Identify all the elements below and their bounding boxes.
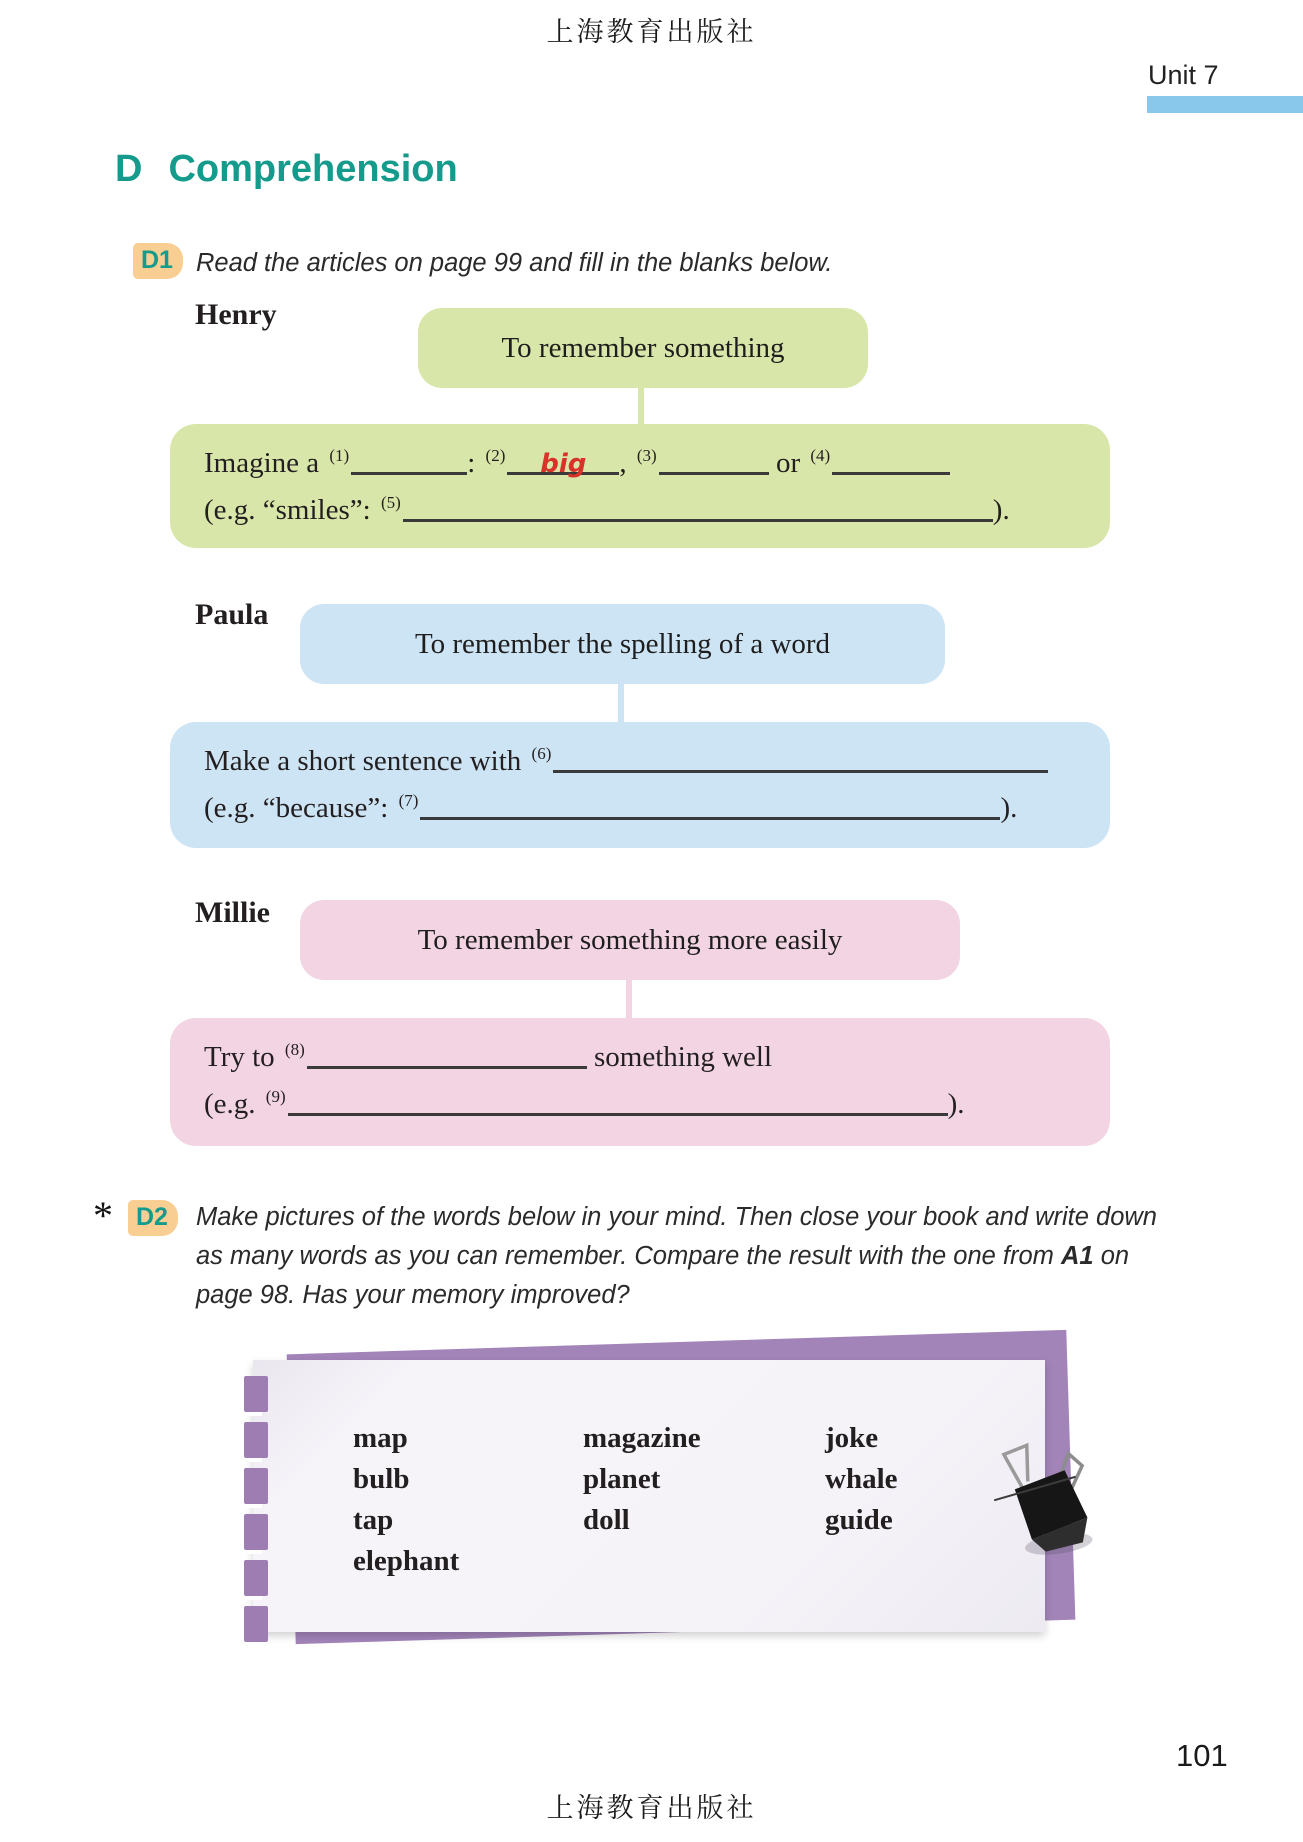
spiral-tab-icon <box>244 1468 268 1504</box>
exercise-d1-badge: D1 <box>133 243 183 279</box>
word-item: joke <box>825 1422 879 1454</box>
spiral-tab-icon <box>244 1606 268 1642</box>
spiral-tab-icon <box>244 1514 268 1550</box>
henry-content-box <box>170 424 1110 548</box>
d2-instruction: Make pictures of the words below in your mind. Then close your book and write down as many words as you can remember. Compare the result with the one from A1 on page 98. Has your memory improved? <box>196 1203 1157 1309</box>
d2-instruction-ref-a1: A1 <box>1061 1242 1094 1270</box>
blank-9 <box>288 1081 948 1116</box>
blank-number-8: (8) <box>284 1040 305 1060</box>
section-letter: D <box>115 148 143 190</box>
section-title: Comprehension <box>168 148 458 190</box>
blank-number-3: (3) <box>636 446 657 466</box>
word-item: map <box>353 1422 408 1454</box>
blank-number-6: (6) <box>531 744 552 764</box>
blank-number-1: (1) <box>329 446 350 466</box>
spiral-tab-icon <box>244 1376 268 1412</box>
word-item: elephant <box>353 1545 460 1577</box>
millie-title-box: To remember something more easily <box>300 900 960 980</box>
blank-number-5: (5) <box>380 493 401 513</box>
publisher-footer: 上海教育出版社 <box>546 1793 757 1824</box>
d1-instruction: Read the articles on page 99 and fill in the blanks below. <box>196 249 833 277</box>
henry-title-box: To remember something <box>418 308 868 388</box>
person-label-henry: Henry <box>195 298 277 331</box>
millie-connector <box>626 978 632 1020</box>
henry-line-2: (e.g. “smiles”: $^{(5)}$ ). <box>204 487 1082 534</box>
word-item: tap <box>353 1504 394 1536</box>
publisher-header: 上海教育出版社 <box>546 17 757 48</box>
blank-number-2: (2) <box>485 446 506 466</box>
blank-number-4: (4) <box>810 446 831 466</box>
spiral-tab-icon <box>244 1560 268 1596</box>
paula-content-box <box>170 722 1110 848</box>
person-label-millie: Millie <box>195 896 270 929</box>
word-item: guide <box>825 1504 893 1536</box>
optional-exercise-asterisk: * <box>93 1193 113 1238</box>
millie-line-2: (e.g. $^{(9)}$ ). <box>204 1081 1082 1128</box>
blank-5 <box>403 487 993 522</box>
unit-label: Unit 7 <box>1148 60 1219 90</box>
word-item: whale <box>825 1463 898 1495</box>
section-heading <box>115 148 458 191</box>
exercise-d2-badge: D2 <box>128 1200 178 1236</box>
word-item: planet <box>583 1463 661 1495</box>
page-number: 101 <box>1176 1738 1228 1773</box>
paula-line-1: Make a short sentence with $^{(6)}$ <box>204 738 1082 785</box>
paula-line-2: (e.g. “because”: $^{(7)}$ ). <box>204 785 1082 832</box>
henry-line-1: Imagine a $^{(1)}$ : $^{(2)}$ big , $^{(3)}$ or $^{(4)}$ <box>204 440 1082 487</box>
notepad <box>253 1348 1083 1653</box>
blank-8 <box>307 1034 587 1069</box>
binder-clip-icon <box>986 1426 1108 1579</box>
notepad-paper <box>253 1360 1045 1632</box>
blank-6 <box>553 738 1048 773</box>
word-column-1 <box>353 1418 459 1582</box>
millie-content-box <box>170 1018 1110 1146</box>
unit-bar <box>1147 96 1303 113</box>
blank-7 <box>420 785 1000 820</box>
word-column-3 <box>825 1418 898 1541</box>
paula-connector <box>618 682 624 724</box>
word-item: magazine <box>583 1422 701 1454</box>
blank-number-9: (9) <box>265 1087 286 1107</box>
blank-2 <box>507 440 619 479</box>
spiral-tab-icon <box>244 1422 268 1458</box>
henry-connector <box>638 386 644 426</box>
word-column-2 <box>583 1418 701 1541</box>
blank-1 <box>351 440 467 475</box>
blank-number-7: (7) <box>398 791 419 811</box>
word-item: bulb <box>353 1463 410 1495</box>
person-label-paula: Paula <box>195 598 269 631</box>
millie-line-1: Try to $^{(8)}$ something well <box>204 1034 1082 1081</box>
blank-4 <box>832 440 950 475</box>
paula-title-box: To remember the spelling of a word <box>300 604 945 684</box>
blank-3 <box>659 440 769 475</box>
word-item: doll <box>583 1504 630 1536</box>
handwritten-answer: big <box>540 449 587 479</box>
